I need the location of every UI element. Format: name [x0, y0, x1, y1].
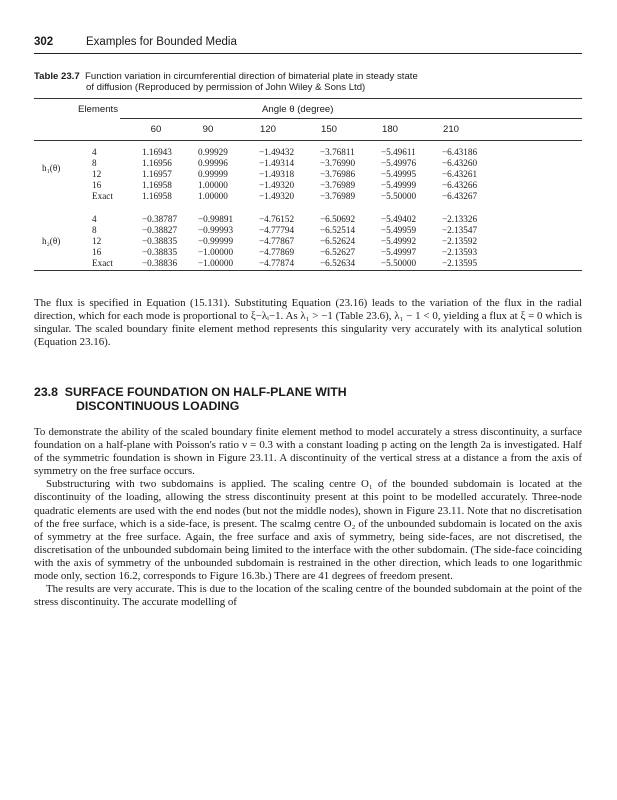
column-header: 60 — [150, 124, 162, 135]
value-cell: 0.99999 — [198, 169, 228, 179]
running-title: Examples for Bounded Media — [86, 36, 237, 48]
table-row — [92, 191, 503, 202]
paragraph-text: Substructuring with two subdomains is applied. The scaling centre O₁ of the bounded subdomain is located at the discontinuity of the loading, allowing the stress discontinuity present at this point to be modelled accurately. Three-node quadratic elements are used with the end nodes (but not the middle nodes), shown in Figure 23.11. Note that no discretisation of the free surface, which is a side-face, is present. The scalmg centre O₂ of the unbounded subdomain is located on the axis of symmetry at the free surface. Again, the free surface and axis of symmetry, being side-faces, are not discretised, the discretisation of the unbounded subdomain being limited to the interface with the other subdomain. (The side-face coinciding with the axis of symmetry of the unbounded subdomain is restrained in the other direction, which leads to one logarithmic mode only, section 16.2, corresponds to Figure 16.3b.) There are 41 degrees of freedom present. — [34, 478, 582, 583]
caption-line-1: Function variation in circumferential direction of bimaterial plate in steady state — [85, 71, 418, 82]
value-cell: −1.00000 — [198, 247, 234, 257]
elements-cell: 12 — [92, 236, 102, 246]
paragraph-text: To demonstrate the ability of the scaled boundary finite element method to model accurately a stress discontinuity, a surface foundation on a half-plane with Poisson's ratio ν = 0.3 with a constant loading p acting on the length 2a is investigated. Half of the symmetric foundation is shown in Figure 23.11. A discontinuity of the vertical stress at a distance a from the axis of symmetry on the free surface occurs. — [34, 426, 582, 478]
value-cell: 1.16943 — [142, 147, 172, 157]
angle-header: Angle θ (degree) — [262, 104, 334, 115]
value-cell: 1.00000 — [198, 180, 228, 190]
value-cell: −4.77869 — [259, 247, 295, 257]
value-cell: 0.99996 — [198, 158, 228, 168]
value-cell: 1.00000 — [198, 191, 228, 201]
paragraph-text: The flux is specified in Equation (15.131). Substituting Equation (23.16) leads to the variation of the flux in the radial direction, which for each mode is proportional to ξ−λᵢ−1. As λ₁ > −1 (Table 23.6), λ₁ − 1 < 0, yielding a flux at ξ = 0 which is singular. The scaled boundary finite element method represents this singularity very accurately with its analytical solution (Equation 23.16). — [34, 297, 582, 349]
value-cell: −3.76989 — [320, 191, 356, 201]
value-cell: 1.16958 — [142, 180, 172, 190]
value-cell: −0.38835 — [142, 236, 178, 246]
column-header: 90 — [202, 124, 214, 135]
value-cell: −5.50000 — [381, 191, 417, 201]
section-number: 23.8 — [34, 385, 58, 399]
value-cell: −6.52634 — [320, 258, 356, 268]
value-cell: −6.43261 — [442, 169, 478, 179]
value-cell: −1.49318 — [259, 169, 295, 179]
section-body — [34, 426, 582, 609]
value-cell: −3.76986 — [320, 169, 356, 179]
value-cell: −5.49997 — [381, 247, 417, 257]
value-cell: 1.16958 — [142, 191, 172, 201]
value-cell: −6.43260 — [442, 158, 478, 168]
group-label-h1: h₁(θ) — [42, 163, 61, 173]
table-row — [92, 147, 503, 158]
elements-cell: Exact — [92, 191, 113, 201]
elements-header: Elements — [78, 104, 118, 115]
value-cell: 1.16957 — [142, 169, 172, 179]
value-cell: −4.77874 — [259, 258, 295, 268]
column-header: 150 — [320, 124, 337, 135]
value-cell: −5.49402 — [381, 214, 417, 224]
h2-data-table — [92, 214, 503, 269]
value-cell: −6.52624 — [320, 236, 356, 246]
table-label: Table 23.7 — [34, 71, 80, 82]
value-cell: −5.49976 — [381, 158, 417, 168]
value-cell: −0.99999 — [198, 236, 234, 246]
angle-header-rule — [120, 118, 582, 119]
group-label-h2: h₂(θ) — [42, 236, 61, 246]
page-number: 302 — [34, 36, 54, 48]
value-cell: −6.43266 — [442, 180, 478, 190]
table-row — [92, 225, 503, 236]
column-header-rule — [34, 140, 582, 141]
table-top-rule — [34, 98, 582, 99]
value-cell: −5.50000 — [381, 258, 417, 268]
elements-cell: Exact — [92, 258, 113, 268]
elements-cell: 12 — [92, 169, 102, 179]
caption-line-2: of diffusion (Reproduced by permission of John Wiley & Sons Ltd) — [86, 82, 366, 93]
value-cell: −2.13326 — [442, 214, 478, 224]
value-cell: −2.13592 — [442, 236, 478, 246]
paragraph-flux — [34, 297, 582, 349]
table-row — [92, 258, 503, 269]
value-cell: −6.43267 — [442, 191, 478, 201]
value-cell: −6.43186 — [442, 147, 478, 157]
value-cell: −0.38787 — [142, 214, 178, 224]
table-row — [92, 236, 503, 247]
column-header: 210 — [442, 124, 459, 135]
column-header: 180 — [381, 124, 398, 135]
value-cell: −1.49432 — [259, 147, 295, 157]
table-caption — [34, 71, 582, 93]
value-cell: −6.52514 — [320, 225, 356, 235]
value-cell: 0.99929 — [198, 147, 228, 157]
value-cell: −5.49959 — [381, 225, 417, 235]
value-cell: −6.50692 — [320, 214, 356, 224]
value-cell: −3.76990 — [320, 158, 356, 168]
value-cell: −4.76152 — [259, 214, 295, 224]
value-cell: −5.49611 — [381, 147, 416, 157]
column-header: 120 — [259, 124, 276, 135]
elements-cell: 8 — [92, 225, 97, 235]
value-cell: −0.99993 — [198, 225, 234, 235]
elements-cell: 8 — [92, 158, 97, 168]
value-cell: −1.00000 — [198, 258, 234, 268]
section-title-line-1: SURFACE FOUNDATION ON HALF-PLANE WITH — [64, 385, 347, 399]
value-cell: −2.13547 — [442, 225, 478, 235]
table-row — [92, 180, 503, 191]
table-bottom-rule — [34, 270, 582, 271]
value-cell: −4.77867 — [259, 236, 295, 246]
elements-cell: 16 — [92, 180, 102, 190]
header-rule — [34, 53, 582, 54]
table-row — [92, 247, 503, 258]
value-cell: −0.99891 — [198, 214, 234, 224]
value-cell: −2.13593 — [442, 247, 478, 257]
section-title-line-2: DISCONTINUOUS LOADING — [76, 398, 240, 413]
value-cell: −3.76811 — [320, 147, 355, 157]
value-cell: −5.49995 — [381, 169, 417, 179]
page-header — [34, 36, 582, 50]
value-cell: −1.49320 — [259, 180, 295, 190]
value-cell: −5.49992 — [381, 236, 417, 246]
elements-cell: 16 — [92, 247, 102, 257]
value-cell: −1.49314 — [259, 158, 295, 168]
value-cell: −0.38827 — [142, 225, 178, 235]
table-row — [92, 158, 503, 169]
paragraph-text: The results are very accurate. This is due to the location of the scaling centre of the bounded subdomain at the point of the stress discontinuity. The accurate modelling of — [34, 583, 582, 609]
table-row — [92, 214, 503, 225]
value-cell: −2.13595 — [442, 258, 478, 268]
h1-data-table — [92, 147, 503, 202]
value-cell: −0.38835 — [142, 247, 178, 257]
elements-cell: 4 — [92, 147, 97, 157]
value-cell: −6.52627 — [320, 247, 356, 257]
value-cell: −5.49999 — [381, 180, 417, 190]
section-heading — [34, 386, 582, 413]
value-cell: −1.49320 — [259, 191, 295, 201]
value-cell: −0.38836 — [142, 258, 178, 268]
value-cell: −4.77794 — [259, 225, 295, 235]
value-cell: 1.16956 — [142, 158, 172, 168]
value-cell: −3.76989 — [320, 180, 356, 190]
table-row — [92, 169, 503, 180]
elements-cell: 4 — [92, 214, 97, 224]
